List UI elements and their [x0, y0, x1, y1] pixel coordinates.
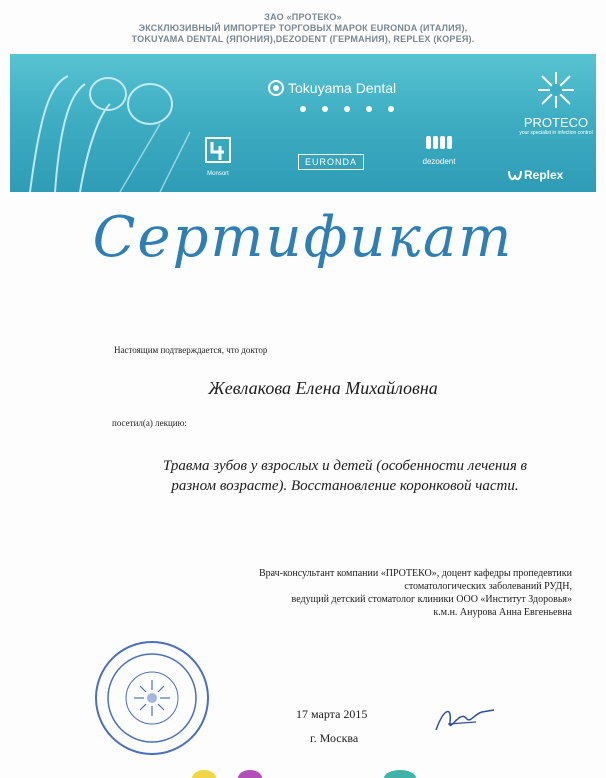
signer-clinic: ведущий детский стоматолог клиники ООО «Институт Здоровья»: [291, 594, 572, 605]
header-company: ЗАО «ПРОТЕКО»: [264, 12, 342, 22]
doctor-name: Жевлакова Елена Михайловна: [208, 378, 438, 398]
proteco-logo: [518, 68, 594, 136]
header-importer-line: ЭКСКЛЮЗИВНЫЙ ИМПОРТЕР ТОРГОВЫХ МАРОК EURONDA (ИТАЛИЯ),: [138, 23, 468, 33]
euronda-logo: EURONDA: [298, 154, 364, 170]
issue-date: 17 марта 2015: [296, 707, 368, 721]
replex-label: Replex: [524, 168, 564, 182]
lecture-title: [120, 456, 570, 496]
header-brands-line: TOKUYAMA DENTAL (ЯПОНИЯ),DEZODENT (ГЕРМАНИЯ), REPLEX (КОРЕЯ).: [131, 34, 475, 44]
dezodent-label: dezodent: [422, 157, 456, 166]
issue-city: г. Москва: [310, 731, 359, 745]
proteco-tagline: your specialist in infection control: [519, 130, 593, 136]
monsort-icon: [204, 136, 232, 166]
certificate-title: Сертификат: [92, 205, 514, 270]
signer-department: стоматологических заболеваний РУДН,: [404, 581, 572, 592]
company-stamp: [92, 638, 212, 758]
replex-icon: [508, 169, 522, 181]
dezodent-icon: [424, 134, 454, 152]
replex-logo: [508, 168, 563, 182]
monsort-label: Monsort: [207, 171, 229, 177]
attended-text: посетил(а) лекцию:: [112, 418, 187, 428]
lecture-title-line2: разном возрасте). Восстановление коронковой части.: [171, 478, 519, 494]
signer-name: к.м.н. Анурова Анна Евгеньевна: [433, 607, 572, 618]
tokuyama-icon: [268, 80, 284, 96]
proteco-sun-icon: [534, 68, 578, 112]
bottom-decoration: [190, 768, 450, 778]
dezodent-logo: [414, 134, 464, 166]
dots-decoration: [300, 106, 394, 112]
brand-banner: [10, 54, 596, 192]
lecture-title-line1: Травма зубов у взрослых и детей (особенности лечения в: [162, 458, 528, 474]
tokuyama-logo: [268, 80, 396, 96]
confirm-text: Настоящим подтверждается, что доктор: [114, 345, 268, 355]
monsort-logo: [200, 136, 236, 177]
signer-position: Врач-консультант компании «ПРОТЕКО», доцент кафедры пропедевтики: [258, 568, 572, 579]
handwritten-signature: [430, 700, 500, 740]
tokuyama-label: Tokuyama Dental: [288, 80, 397, 96]
proteco-label: PROTECO: [523, 115, 589, 130]
signer-block: [152, 567, 572, 619]
